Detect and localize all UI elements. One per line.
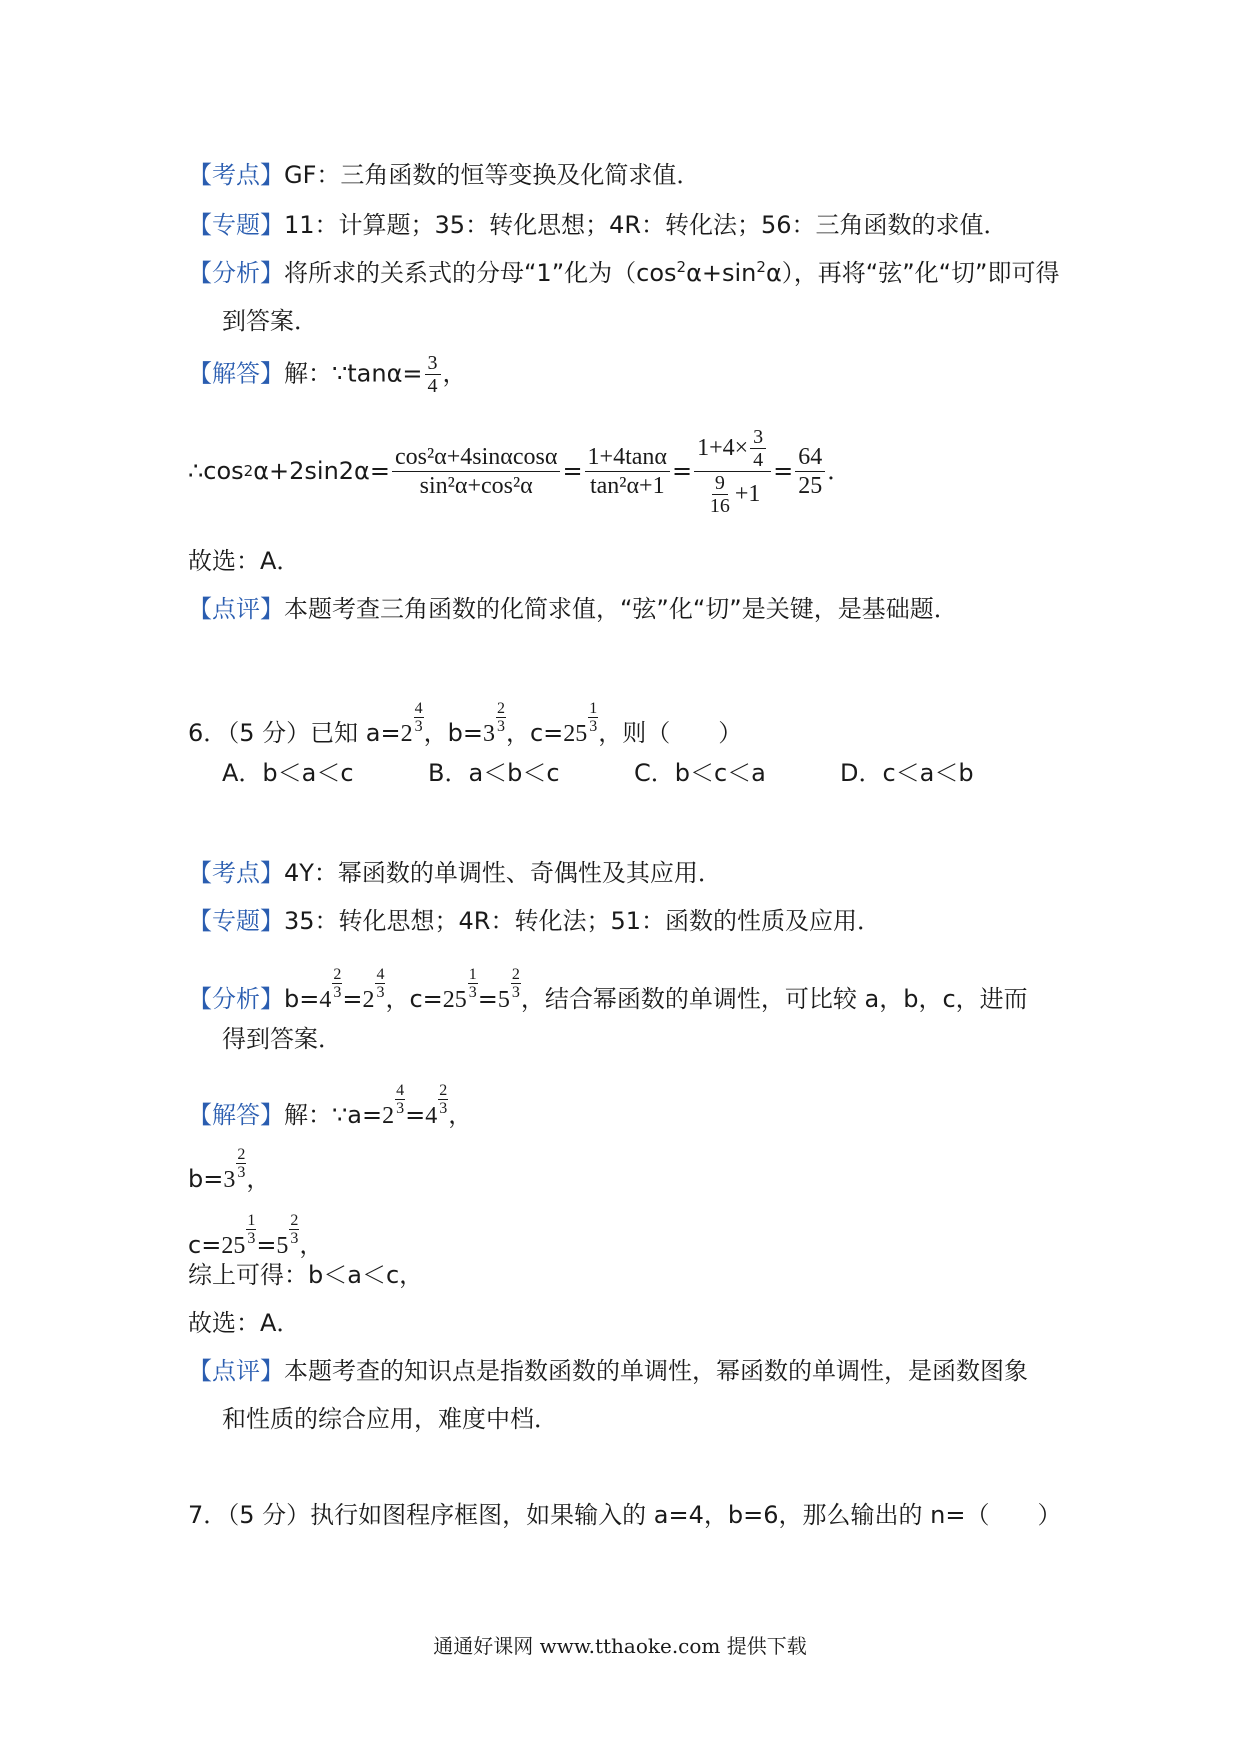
numerator-prefix: 1+4× (697, 435, 749, 461)
equals-sign: = (405, 1101, 426, 1129)
exp-den: 3 (376, 984, 385, 1001)
fraction-1 (392, 443, 560, 500)
option-c: C．b＜c＜a (634, 759, 766, 787)
jieda-pre: 解：∵tanα= (284, 359, 423, 388)
power-b (483, 700, 506, 747)
q6-dianping (188, 1356, 1028, 1386)
q6-line-c (188, 1212, 323, 1260)
comma: ， (246, 1165, 271, 1193)
exp-den: 3 (589, 718, 598, 735)
fraction-2 (585, 443, 670, 500)
power (382, 1082, 405, 1129)
q5-guxuan: 故选：A． (188, 547, 301, 575)
power-exponent (588, 700, 598, 735)
power-exponent (236, 1146, 246, 1181)
superscript: 2 (676, 258, 687, 276)
option-a: A．b＜a＜c (222, 759, 354, 787)
power (362, 966, 385, 1013)
jieda-pre: 解：∵a= (284, 1101, 383, 1129)
exp-den: 3 (247, 1230, 256, 1247)
exp-num: 2 (333, 966, 342, 983)
equals-sign: = (477, 985, 498, 1013)
fraction-numerator: 1+4tanα (585, 443, 670, 472)
sep: ，b= (423, 719, 483, 747)
zhuanti-text: 11：计算题；35：转化思想；4R：转化法；56：三角函数的求值． (284, 211, 1008, 239)
exp-num: 1 (247, 1212, 256, 1229)
power-base: 4 (425, 1103, 438, 1129)
fraction-denominator: 4 (753, 448, 764, 471)
power-base: 5 (497, 987, 510, 1013)
fenxi-tag: 【分析】 (188, 985, 284, 1013)
kaodian-tag: 【考点】 (188, 859, 284, 887)
power-exponent (496, 700, 506, 735)
exp-num: 2 (511, 966, 520, 983)
fenxi-post: ，结合幂函数的单调性，可比较 a，b，c，进而 (520, 985, 1028, 1013)
jieda-tag: 【解答】 (188, 359, 284, 388)
fenxi-b: b= (284, 985, 320, 1013)
power (276, 1212, 299, 1259)
power (223, 1146, 246, 1193)
exp-num: 2 (439, 1082, 448, 1099)
superscript: 2 (756, 258, 766, 276)
exp-num: 2 (496, 700, 505, 717)
q6-jieda (188, 1082, 472, 1130)
exp-den: 3 (468, 984, 477, 1001)
exp-den: 3 (396, 1100, 405, 1117)
power-exponent (511, 966, 521, 1001)
power-exponent (468, 966, 478, 1001)
power (221, 1212, 256, 1259)
power-exponent (375, 966, 385, 1001)
denominator-suffix: +1 (734, 481, 761, 507)
q6-zhuanti (188, 906, 881, 936)
q5-zhuanti (188, 210, 1008, 240)
exp-num: 4 (376, 966, 385, 983)
power (425, 1082, 448, 1129)
exp-den: 3 (333, 984, 342, 1001)
power (443, 966, 478, 1013)
power-exponent (438, 1082, 448, 1117)
q5-jieda (188, 352, 467, 397)
eq-lhs-a: ∴cos (188, 457, 244, 485)
fraction-denominator: sin²α+cos²α (419, 472, 533, 499)
dianping-text: 本题考查三角函数的化简求值，“弦”化“切”是关键，是基础题． (284, 595, 958, 623)
q6-fenxi-line2: 得到答案． (222, 1025, 342, 1053)
fenxi-text-b: α+sin (686, 259, 757, 287)
comma: ， (442, 359, 467, 388)
power-exponent (332, 966, 342, 1001)
q6-dianping-line2: 和性质的综合应用，难度中档． (222, 1405, 558, 1433)
fraction-denominator: 4 (427, 375, 438, 397)
fraction-numerator: 64 (795, 443, 825, 472)
exp-den: 3 (414, 718, 423, 735)
period: ． (827, 457, 852, 485)
fenxi-text-a: 将所求的关系式的分母“1”化为（cos (284, 259, 677, 287)
power-exponent (395, 1082, 405, 1117)
fraction-denominator (702, 472, 764, 517)
zhuanti-tag: 【专题】 (188, 211, 284, 239)
q6-line-b (188, 1146, 270, 1194)
power-base: 2 (400, 721, 413, 747)
stem-post: ，则（ ） (598, 719, 743, 747)
fraction-numerator: 3 (750, 426, 766, 449)
q6-options (222, 758, 1046, 788)
q7-stem: 7．（5 分）执行如图程序框图，如果输入的 a=4，b=6，那么输出的 n=（ ） (188, 1501, 1062, 1529)
power-exponent (289, 1212, 299, 1247)
q5-kaodian (188, 160, 700, 190)
fraction-denominator: 25 (798, 472, 823, 499)
dianping-tag: 【点评】 (188, 1357, 284, 1385)
q5-fenxi-line2: 到答案． (222, 307, 318, 335)
q6-fenxi (188, 966, 1028, 1014)
exp-den: 3 (511, 984, 520, 1001)
power-c (563, 700, 598, 747)
kaodian-tag: 【考点】 (188, 161, 284, 189)
exp-num: 1 (468, 966, 477, 983)
fraction-denominator: 16 (709, 494, 730, 517)
power-a (401, 700, 424, 747)
power-base: 3 (482, 721, 495, 747)
power-base: 25 (221, 1233, 246, 1259)
zhuanti-tag: 【专题】 (188, 907, 284, 935)
power (498, 966, 521, 1013)
fenxi-c: ，c= (385, 985, 443, 1013)
zhuanti-text: 35：转化思想；4R：转化法；51：函数的性质及应用． (284, 907, 882, 935)
kaodian-text: 4Y：幂函数的单调性、奇偶性及其应用． (284, 859, 722, 887)
fraction-numerator (694, 426, 771, 472)
q6-zongshang: 综上可得：b＜a＜c， (188, 1261, 424, 1289)
line-b-label: b= (188, 1165, 224, 1193)
exp-den: 3 (237, 1164, 246, 1181)
exp-num: 2 (290, 1212, 299, 1229)
power-base: 25 (442, 987, 467, 1013)
power-exponent (246, 1212, 256, 1247)
exp-num: 1 (589, 700, 598, 717)
q6-kaodian (188, 858, 722, 888)
option-d: D．c＜a＜b (840, 759, 974, 787)
jieda-tag: 【解答】 (188, 1101, 284, 1129)
equals-sign: = (342, 985, 363, 1013)
power-base: 3 (223, 1167, 236, 1193)
exp-den: 3 (496, 718, 505, 735)
kaodian-text: GF：三角函数的恒等变换及化简求值． (284, 161, 701, 189)
exp-num: 4 (414, 700, 423, 717)
inner-fraction-num (750, 426, 766, 471)
fraction-denominator: tan²α+1 (589, 472, 665, 499)
power-exponent (414, 700, 424, 735)
comma: ， (299, 1231, 324, 1259)
power-base: 5 (276, 1233, 289, 1259)
line-c-label: c= (188, 1231, 222, 1259)
sep: ，c= (505, 719, 564, 747)
q5-fenxi (188, 258, 1060, 288)
power-base: 2 (382, 1103, 395, 1129)
equals-sign: = (671, 457, 693, 485)
power (319, 966, 342, 1013)
fenxi-tag: 【分析】 (188, 259, 284, 287)
stem-pre: 6．（5 分）已知 a= (188, 719, 401, 747)
q6-guxuan: 故选：A． (188, 1309, 301, 1337)
exp-num: 4 (396, 1082, 405, 1099)
option-b: B．a＜b＜c (428, 759, 560, 787)
fraction-numerator: 9 (712, 472, 728, 495)
comma: ， (448, 1101, 473, 1129)
power-base: 25 (563, 721, 588, 747)
power-base: 2 (362, 987, 375, 1013)
tan-fraction (425, 352, 441, 397)
equals-sign: = (256, 1231, 277, 1259)
exp-den: 3 (290, 1230, 299, 1247)
eq-lhs-b: α+2sin2α= (253, 457, 390, 485)
fenxi-text-c: α），再将“弦”化“切”即可得 (765, 259, 1060, 287)
fraction-4 (795, 443, 825, 500)
dianping-text: 本题考查的知识点是指数函数的单调性，幂函数的单调性，是函数图象 (284, 1357, 1028, 1385)
fraction-numerator: cos²α+4sinαcosα (392, 443, 560, 472)
q6-stem (188, 700, 742, 748)
dianping-tag: 【点评】 (188, 595, 284, 623)
fraction-3 (694, 426, 771, 517)
power-base: 4 (319, 987, 332, 1013)
fraction-numerator: 3 (425, 352, 441, 375)
exp-den: 3 (439, 1100, 448, 1117)
equals-sign: = (562, 457, 583, 485)
q5-dianping (188, 594, 958, 624)
footer-credit: 通通好课网 www.tthaoke.com 提供下载 (433, 1634, 807, 1658)
equals-sign: = (773, 457, 794, 485)
inner-fraction-den (707, 472, 733, 517)
exp-num: 2 (237, 1146, 246, 1163)
q5-equation: ∴cos 2 α+2sin2α= $\frac{\text{cos²α+4sinαcosα}}{\text{sin²α+cos²α}}$ = $\frac{1+4\tan\alpha}{\text{tan²α+1}}$ = 1+4× $\frac{3}{4}$ $\frac{9}{16}$ +1 = $\frac{64}{25}$ ． (188, 425, 852, 517)
